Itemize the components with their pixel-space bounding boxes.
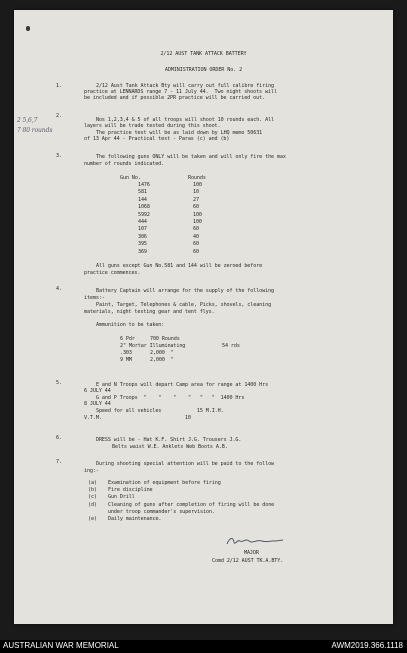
gun-number: 107 <box>138 226 147 233</box>
item-text: Cleaning of guns after completion of firing will be done <box>108 501 275 508</box>
ammo-quantity: 2,000 " <box>150 350 174 356</box>
gun-number: 306 <box>138 233 147 240</box>
item-letter: (d) <box>88 501 97 508</box>
gun-number: 444 <box>138 219 147 225</box>
gun-number: 144 <box>138 196 147 203</box>
item-text: Daily maintenance. <box>108 516 162 522</box>
archive-reference: AWM2019.366.1118 <box>331 641 403 650</box>
archive-footer <box>0 640 407 653</box>
para4-line: Paint, Target, Telephones & cable, Picks, shovels, cleaning <box>96 302 272 308</box>
para-number: 1. <box>56 83 62 89</box>
gun-number: 395 <box>138 241 147 248</box>
para1-line: practice at LENNARDS range 7 - 11 July 44. Two night shoots will <box>84 89 277 95</box>
item-text: Examination of equipment before firing <box>108 480 221 486</box>
ammo-quantity: 54 rds <box>222 343 240 349</box>
para2-line: Nos 1,2,3,4 & 5 of all troops will shoot 10 rounds each. All <box>96 117 275 123</box>
item-letter: (a) <box>88 480 97 486</box>
gun-rounds: 100 <box>193 182 202 188</box>
rounds-column-heading: Rounds <box>188 175 206 181</box>
gun-rounds: 60 <box>193 241 199 248</box>
gun-rounds: 10 <box>193 189 199 196</box>
para3-after: practice commences. <box>84 270 141 276</box>
para-number: 4. <box>56 286 62 292</box>
gun-number: 581 <box>138 189 147 196</box>
para3-line: number of rounds indicated. <box>84 161 165 167</box>
handwritten-signature <box>226 535 284 547</box>
para5-line: E and N Troops will depart Camp area for range at 1400 Hrs <box>96 382 269 388</box>
para2-line: layers will be trade tested during this shoot. <box>84 123 221 129</box>
para-number: 7. <box>56 459 62 465</box>
para6-line: Belts waist W.E. Anklets Web Boots A.B. <box>112 444 228 450</box>
gun-number: 1068 <box>138 204 150 211</box>
para3-after: All guns except Gun No.581 and 144 will be zeroed before <box>96 263 263 269</box>
gun-rounds: 40 <box>193 233 199 240</box>
item-letter: (e) <box>88 516 97 522</box>
archive-name: AUSTRALIAN WAR MEMORIAL <box>3 641 119 650</box>
para5-line: 6 JULY 44 <box>84 388 111 394</box>
gun-rounds: 60 <box>193 248 199 255</box>
item-text: Gun Drill <box>108 494 135 501</box>
para-number: 5. <box>56 380 62 386</box>
document-page <box>14 10 393 624</box>
item-text: under troop commander's supervision. <box>108 508 215 515</box>
gun-number: 369 <box>138 248 147 255</box>
para-number: 3. <box>56 153 62 159</box>
para5-line: 8 JULY 44 <box>84 401 111 407</box>
ammo-quantity: 2,000 " <box>150 357 174 363</box>
gun-rounds: 60 <box>193 204 199 211</box>
para4-line: items:- <box>84 295 105 301</box>
para4-line: Battery Captain will arrange for the supply of the following <box>96 288 275 294</box>
para6-line: DRESS will be - Hat K.F. Shirt J.G. Trousers J.G. <box>96 437 242 443</box>
margin-note: 2 5,6,7 <box>17 117 38 124</box>
para2-line: The practice test will be as laid down by LHQ memo 50631 <box>96 130 263 136</box>
para5-line: G and P Troops " " " " " " 1400 Hrs <box>96 395 245 401</box>
item-text: Fire discipline <box>108 487 153 494</box>
signatory-rank: MAJOR <box>244 550 259 556</box>
margin-note: 7 80 rounds <box>17 127 53 134</box>
para-number: 2. <box>56 113 62 119</box>
gun-number: 5992 <box>138 211 150 218</box>
ammo-item: 2" Mortar Illuminating <box>120 343 186 349</box>
para7-line: During shooting special attention will be paid to the follow <box>96 461 275 467</box>
staple-mark <box>26 26 30 31</box>
gun-rounds: 60 <box>193 226 199 233</box>
ammo-item: 6 Pdr <box>120 336 135 342</box>
order-heading: ADMINISTRATION ORDER No. 2 <box>164 67 243 73</box>
para3-line: The following guns ONLY will be taken and will only fire the max <box>96 154 286 160</box>
para7-line: ing:- <box>84 468 99 474</box>
para5-line: V.T.M. 10 <box>84 415 191 421</box>
signatory-appointment: Comd 2/12 AUST TK.A.BTY. <box>212 558 284 564</box>
gun-rounds: 100 <box>193 219 202 225</box>
para1-line: be included and if possible 2PR practice will be carried out. <box>84 95 265 101</box>
para4-line: materials, night testing gear and tent flys. <box>84 309 215 315</box>
item-letter: (b) <box>88 487 97 494</box>
para1-line: 2/12 Aust Tank Attack Bty will carry out full calibre firing <box>96 83 275 89</box>
para5-line: Speed for all vehicles 15 M.I.H. <box>96 408 224 414</box>
item-letter: (c) <box>88 494 97 501</box>
unit-heading: 2/12 AUST TANK ATTACK BATTERY <box>160 51 247 57</box>
ammo-item: 9 MM <box>120 357 132 363</box>
ammo-heading: Ammunition to be taken: <box>96 322 165 328</box>
para2-line: of 13 Apr 44 - Practical test - Paras (c) and (b) <box>84 136 230 142</box>
para-number: 6. <box>56 435 62 441</box>
ammo-item: .303 <box>120 350 132 356</box>
gun-rounds: 100 <box>193 211 202 218</box>
gun-number: 1476 <box>138 182 150 188</box>
gun-rounds: 27 <box>193 196 199 203</box>
ammo-quantity: 700 Rounds <box>150 336 180 342</box>
gun-column-heading: Gun No. <box>120 175 141 181</box>
